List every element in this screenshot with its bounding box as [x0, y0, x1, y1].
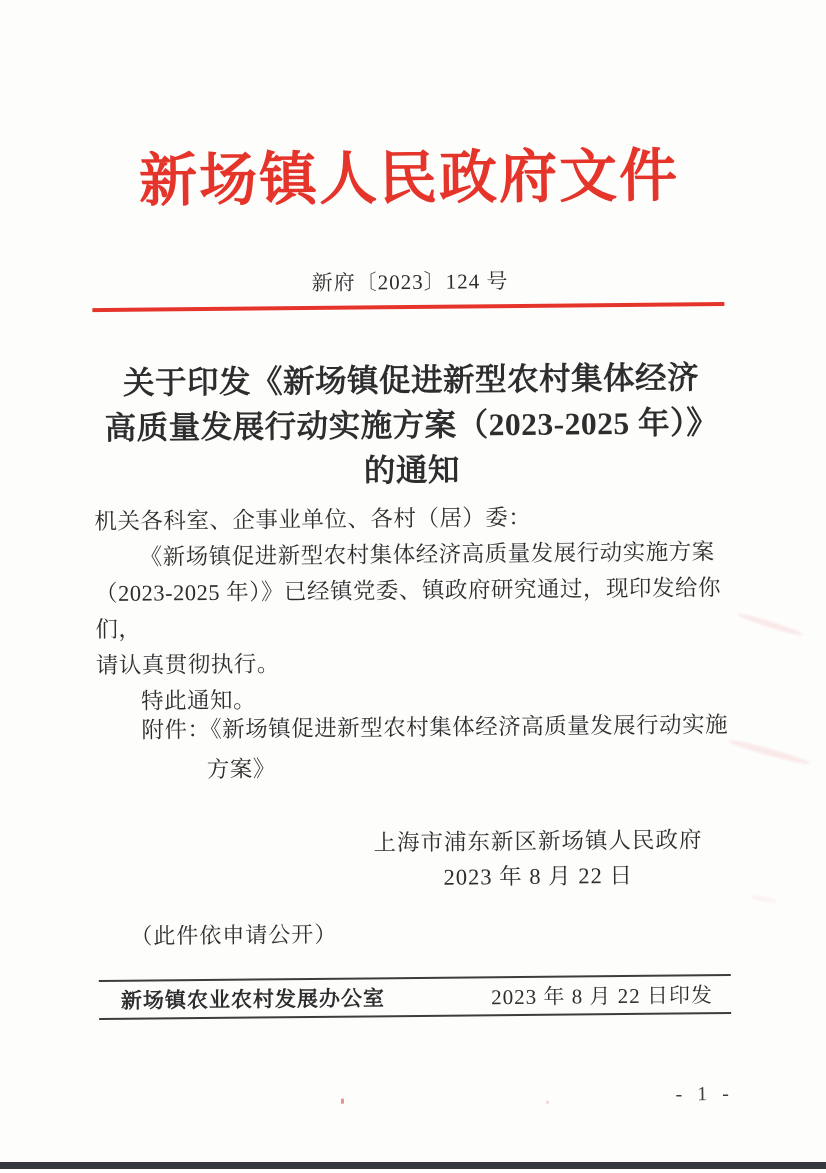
- scan-artifact: [727, 737, 811, 766]
- disclosure-note: （此件依申请公开）: [130, 921, 338, 949]
- subject-line: 的通知: [363, 452, 461, 489]
- page-number: - 1 -: [675, 1082, 735, 1106]
- subject-line: 关于印发《新场镇促进新型农村集体经济: [122, 360, 700, 401]
- scan-artifact: [736, 611, 805, 638]
- red-separator-line: [92, 302, 724, 312]
- scan-artifact: [341, 1099, 344, 1104]
- attachment-line: 附件：《新场镇促进新型农村集体经济高质量发展行动实施: [141, 711, 729, 743]
- subject-line: 高质量发展行动实施方案（2023-2025 年）》: [104, 405, 719, 446]
- footer-table: [99, 976, 731, 1018]
- document-number: 新府〔2023〕124 号: [311, 269, 509, 295]
- closing-line: 特此通知。: [140, 687, 257, 714]
- attachment-line: 方案》: [206, 756, 276, 782]
- scan-artifact: [751, 895, 777, 904]
- document-subject-title: [0, 354, 825, 497]
- paragraph-line: 《新场镇促进新型农村集体经济高质量发展行动实施方案: [139, 539, 715, 570]
- issue-date: 2023 年 8 月 22 日: [443, 862, 634, 890]
- document-header-title: 新场镇人民政府文件: [138, 143, 680, 214]
- body-text: [94, 498, 732, 720]
- scan-artifact: [546, 1101, 549, 1104]
- attachment-note: [96, 705, 733, 791]
- issuer-name: 上海市浦东新区新场镇人民政府: [373, 827, 703, 856]
- issuing-office: 新场镇农业农村发展办公室: [120, 986, 386, 1013]
- salutation-line: 机关各科室、企事业单位、各村（居）委：: [94, 504, 532, 535]
- paragraph-line: （2023-2025 年）》已经镇党委、镇政府研究通过，现印发给你们，: [94, 575, 722, 643]
- paragraph-line: 请认真贯彻执行。: [95, 651, 280, 679]
- print-date: 2023 年 8 月 22 日印发: [491, 983, 714, 1010]
- signature-block: [373, 822, 703, 895]
- scan-edge-shadow: [0, 1162, 826, 1169]
